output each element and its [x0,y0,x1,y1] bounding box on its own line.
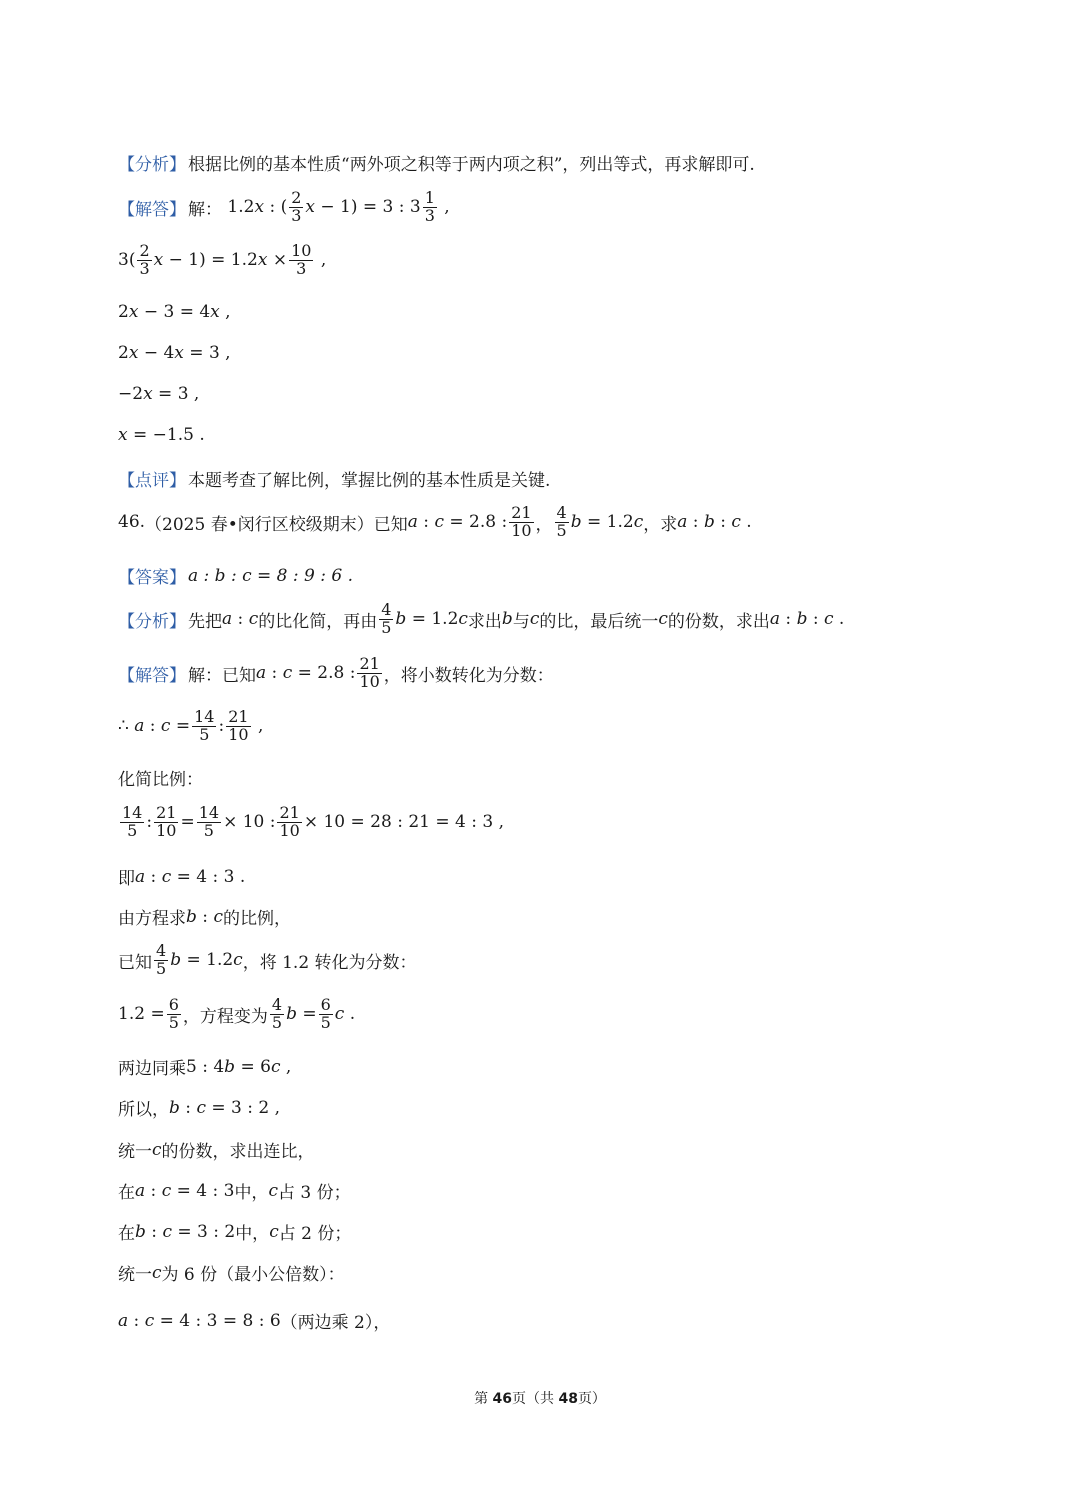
q45-step: 2x − 4x = 3 , [118,343,231,363]
q46-step: 在 a : c = 4 : 3 中， c 占 3 份； [118,1180,351,1203]
q45-comment-text: 本题考查了解比例，掌握比例的基本性质是关键. [188,471,551,491]
fraction: $\frac{10}{3}$ [291,241,312,278]
q45-analysis-text: 根据比例的基本性质“两外项之积等于两内项之积”，列出等式，再求解即可. [188,155,755,175]
fraction: $\frac{6}{5}$ [168,995,179,1032]
answer-text: a : b : c = 8 : 9 : 6 . [188,565,353,586]
q45-analysis [118,150,755,175]
comment-tag: 【点评】 [118,471,186,491]
fraction: $\frac{4}{5}$ [156,941,167,978]
q46-solution-line-3: $\frac{14}{5}$ : $\frac{21}{10}$ = $\frac{14}{5}$ × 10 : $\frac{21}{10}$ × 10 = 28 : 21 = 4 : 3 , [122,803,505,840]
fraction: $\frac{21}{10}$ [279,803,300,840]
q46-answer [118,563,353,588]
solution-tag: 【解答】 [118,665,186,686]
q45-step: −2x = 3 , [118,384,200,404]
q46-question: 46. （2025 春•闵行区校级期末）已知 a : c = 2.8 : $\frac{21}{10}$ ， $\frac{4}{5}$ b = 1.2c ，求 a : b : c . [118,503,752,540]
q46-step: 所以， b : c = 3 : 2 , [118,1097,280,1120]
q46-step: 1.2 = $\frac{6}{5}$ ，方程变为 $\frac{4}{5}$ b = $\frac{6}{5}$ c . [118,995,356,1032]
page-footer: 第 46页（共 48页） [474,1391,606,1407]
fraction: $\frac{6}{5}$ [320,995,331,1032]
fraction: $\frac{14}{5}$ [198,803,220,840]
q45-step: x = −1.5 . [118,425,205,445]
solution-tag: 【解答】 [118,199,186,220]
page-total: 48 [558,1391,578,1407]
fraction: $\frac{14}{5}$ [122,803,143,840]
q46-step: a : c = 4 : 3 = 8 : 6 （两边乘 2）， [118,1310,391,1333]
q45-solution-line-1: 【解答】 解： 1.2x : ( $\frac{2}{3}$ x − 1) = 3 : 3 $\frac{1}{3}$ , [118,188,450,225]
analysis-tag: 【分析】 [118,611,186,632]
q46-solution-line-2: ∴ a : c = $\frac{14}{5}$ : $\frac{21}{10}$ , [118,707,264,744]
fraction: $\frac{21}{10}$ [359,654,380,691]
fraction: $\frac{21}{10}$ [228,707,249,744]
fraction: $\frac{1}{3}$ [424,188,435,225]
fraction: $\frac{21}{10}$ [511,503,532,540]
answer-tag: 【答案】 [118,568,186,588]
solve-prefix: 解： [188,199,222,220]
fraction: $\frac{4}{5}$ [556,503,567,540]
fraction: $\frac{2}{3}$ [291,188,302,225]
equation: x − 1) = 3 : 3 [305,197,421,218]
q45-solution-line-2: 3( $\frac{2}{3}$ x − 1) = 1.2x × $\frac{10}{3}$ , [118,241,327,278]
q46-step: 已知 $\frac{4}{5}$ b = 1.2c ，将 1.2 转化为分数： [118,941,417,978]
fraction: $\frac{14}{5}$ [194,707,215,744]
simplify-label: 化简比例： [118,770,203,790]
fraction: $\frac{4}{5}$ [271,995,283,1032]
analysis-tag: 【分析】 [118,155,186,175]
question-number: 46. [118,512,146,533]
q46-step: 由方程求 b : c 的比例， [118,906,291,929]
q46-analysis: 【分析】 先把 a : c 的比化简，再由 $\frac{4}{5}$ b = 1.2c 求出 b 与 c 的比，最后统一 c 的份数，求出 a : b : c . [118,600,845,637]
equation: 1.2x : ( [222,197,288,218]
q45-comment [118,466,550,491]
q46-step: 两边同乘 5 : 4b = 6c , [118,1056,292,1079]
fraction: $\frac{21}{10}$ [156,803,177,840]
q46-step: 统一 c 为 6 份（最小公倍数）： [118,1262,345,1285]
fraction: $\frac{2}{3}$ [139,241,150,278]
question-source: （2025 春•闵行区校级期末）已知 [145,514,408,535]
q45-step: 2x − 3 = 4x , [118,302,231,322]
page-number: 46 [492,1391,512,1407]
q46-solution-line-1: 【解答】 解：已知 a : c = 2.8 : $\frac{21}{10}$ ，将小数转化为分数： [118,654,554,691]
fraction: $\frac{4}{5}$ [381,600,392,637]
q46-step: 即 a : c = 4 : 3 . [118,866,246,889]
q46-step: 统一 c 的份数，求出连比， [118,1139,315,1162]
q46-step: 在 b : c = 3 : 2 中， c 占 2 份； [118,1221,352,1244]
